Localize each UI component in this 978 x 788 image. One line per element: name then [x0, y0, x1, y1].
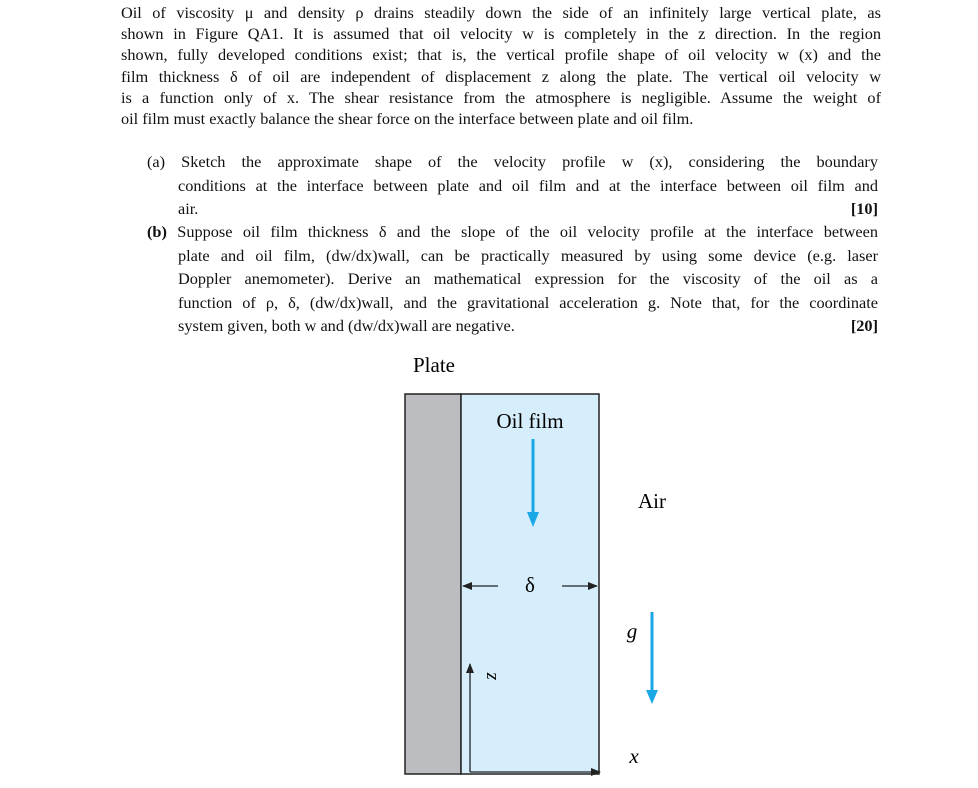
intro-line: film thickness δ of oil are independent of displacement z along the plate. The vertical oil velocity w	[121, 66, 881, 86]
intro-line: shown in Figure QA1. It is assumed that oil velocity w is completely in the z direction. In the region	[121, 24, 881, 44]
part-b-marks: [20]	[850, 316, 878, 335]
part-a-text: conditions at the interface between plate and oil film and at the interface between oil film and	[178, 175, 878, 195]
z-axis-label: z	[480, 672, 501, 680]
part-a-marks: [10]	[850, 199, 878, 218]
part-b-text: system given, both w and (dw/dx)wall are negative.	[178, 316, 515, 335]
part-a-text: air.	[178, 199, 199, 218]
part-a-text: Sketch the approximate shape of the velocity profile w (x), considering the boundary	[181, 152, 878, 171]
air-label: Air	[638, 489, 666, 513]
intro-line: shown, fully developed conditions exist; that is, the vertical profile shape of oil velocity w (x) and the	[121, 45, 881, 65]
intro-line: Oil of viscosity μ and density ρ drains steadily down the side of an infinitely large vertical plate, as	[121, 3, 881, 22]
part-b-text: plate and oil film, (dw/dx)wall, can be practically measured by using some device (e.g. laser	[178, 245, 878, 265]
plate-label: Plate	[413, 353, 455, 377]
intro-line: oil film must exactly balance the shear force on the interface between plate and oil film.	[121, 109, 694, 129]
plate	[405, 394, 461, 774]
gravity-label: g	[626, 619, 638, 643]
oil-film-label: Oil film	[496, 409, 564, 433]
delta-label: δ	[525, 573, 535, 597]
part-b-text: Suppose oil film thickness δ and the slope of the oil velocity profile at the interface between	[177, 222, 878, 241]
part-b-text: function of ρ, δ, (dw/dx)wall, and the gravitational acceleration g. Note that, for the coordinate	[178, 292, 878, 312]
gravity-arrowhead	[646, 690, 658, 704]
intro-line: is a function only of x. The shear resistance from the atmosphere is negligible. Assume the weight of	[121, 87, 881, 107]
x-axis-label: x	[629, 744, 639, 768]
part-b-label: (b)	[147, 222, 167, 241]
part-a-label: (a)	[147, 152, 166, 171]
part-b-text: Doppler anemometer). Derive an mathematical expression for the viscosity of the oil as a	[178, 269, 878, 288]
